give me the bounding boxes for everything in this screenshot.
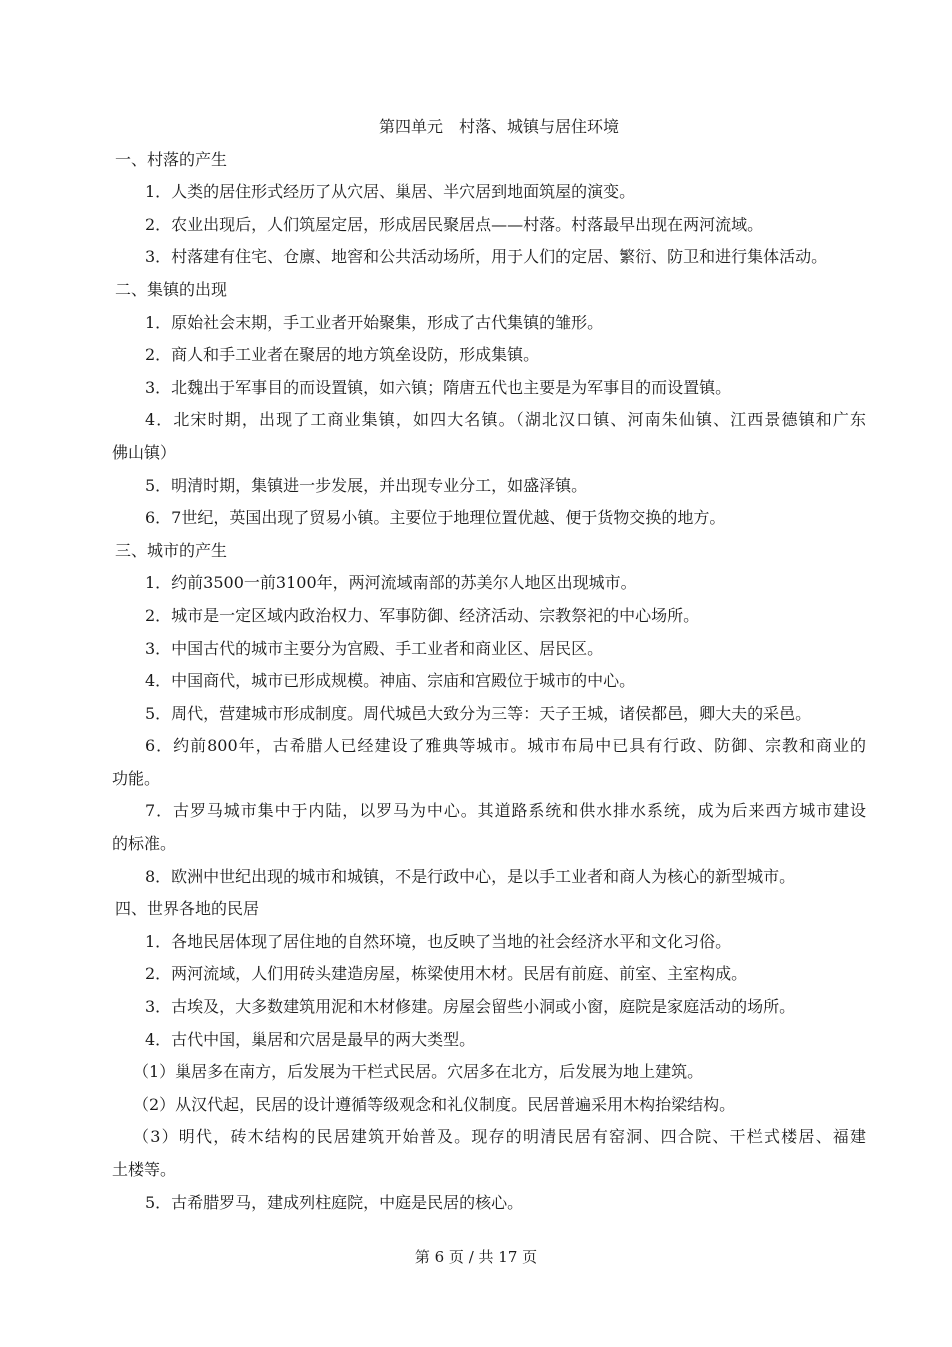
- section-heading: 四、世界各地的民居: [115, 899, 260, 919]
- page-footer: 第 6 页 / 共 17 页: [414, 1248, 538, 1266]
- list-item: 6．约前800年，古希腊人已经建设了雅典等城市。城市布局中已具有行政、防御、宗教和商业的: [145, 736, 866, 756]
- document-page: [112, 111, 866, 1219]
- list-item: 3．古埃及，大多数建筑用泥和木材修建。房屋会留些小洞或小窗，庭院是家庭活动的场所。: [145, 997, 796, 1017]
- list-item-continuation: 佛山镇）: [112, 442, 177, 462]
- list-item: 2．城市是一定区域内政治权力、军事防御、经济活动、宗教祭祀的中心场所。: [145, 605, 700, 625]
- list-item: （2）从汉代起，民居的设计遵循等级观念和礼仪制度。民居普遍采用木构抬梁结构。: [133, 1094, 736, 1114]
- list-item: 5．明清时期，集镇进一步发展，并出现专业分工，如盛泽镇。: [145, 475, 588, 495]
- list-item: 7．古罗马城市集中于内陆，以罗马为中心。其道路系统和供水排水系统，成为后来西方城市建设: [145, 801, 866, 821]
- list-item: 1．原始社会末期，手工业者开始聚集，形成了古代集镇的雏形。: [145, 312, 604, 332]
- list-item-continuation: 的标准。: [112, 834, 177, 854]
- list-item: 4．中国商代，城市已形成规模。神庙、宗庙和宫殿位于城市的中心。: [145, 671, 636, 691]
- list-item: 1．各地民居体现了居住地的自然环境，也反映了当地的社会经济水平和文化习俗。: [145, 931, 732, 951]
- list-item: 2．商人和手工业者在聚居的地方筑垒设防，形成集镇。: [145, 345, 540, 365]
- list-item: （1）巢居多在南方，后发展为干栏式民居。穴居多在北方，后发展为地上建筑。: [133, 1062, 704, 1082]
- list-item: 4．北宋时期，出现了工商业集镇，如四大名镇。（湖北汉口镇、河南朱仙镇、江西景德镇和广东: [145, 410, 866, 430]
- list-item-continuation: 土楼等。: [112, 1160, 177, 1179]
- page-title: 第四单元 村落、城镇与居住环境: [378, 117, 619, 136]
- list-item: 5．古希腊罗马，建成列柱庭院，中庭是民居的核心。: [145, 1192, 524, 1212]
- list-item: 2．农业出现后，人们筑屋定居，形成居民聚居点——村落。村落最早出现在两河流域。: [145, 214, 764, 234]
- list-item: 1．约前3500一前3100年，两河流域南部的苏美尔人地区出现城市。: [145, 573, 637, 593]
- section-heading: 三、城市的产生: [115, 540, 228, 560]
- list-item: 6．7世纪，英国出现了贸易小镇。主要位于地理位置优越、便于货物交换的地方。: [145, 508, 726, 528]
- section-heading: 二、集镇的出现: [115, 279, 228, 299]
- document-body: [112, 144, 866, 1220]
- list-item: 8．欧洲中世纪出现的城市和城镇，不是行政中心，是以手工业者和商人为核心的新型城市。: [145, 866, 796, 886]
- list-item: 2．两河流域，人们用砖头建造房屋，栋梁使用木材。民居有前庭、前室、主室构成。: [145, 964, 748, 984]
- list-item-continuation: 功能。: [112, 768, 161, 788]
- list-item: 4．古代中国，巢居和穴居是最早的两大类型。: [145, 1029, 476, 1049]
- list-item: 3．中国古代的城市主要分为宫殿、手工业者和商业区、居民区。: [145, 638, 604, 658]
- list-item: 5．周代，营建城市形成制度。周代城邑大致分为三等：天子王城，诸侯都邑，卿大夫的采邑。: [145, 703, 812, 723]
- section-heading: 一、村落的产生: [115, 149, 228, 169]
- list-item: 3．村落建有住宅、仓廪、地窖和公共活动场所，用于人们的定居、繁衍、防卫和进行集体活动。: [145, 247, 828, 267]
- list-item: 3．北魏出于军事目的而设置镇，如六镇；隋唐五代也主要是为军事目的而设置镇。: [145, 377, 732, 397]
- list-item: （3）明代，砖木结构的民居建筑开始普及。现存的明清民居有窑洞、四合院、干栏式楼居、福建: [133, 1127, 866, 1147]
- list-item: 1．人类的居住形式经历了从穴居、巢居、半穴居到地面筑屋的演变。: [145, 182, 636, 202]
